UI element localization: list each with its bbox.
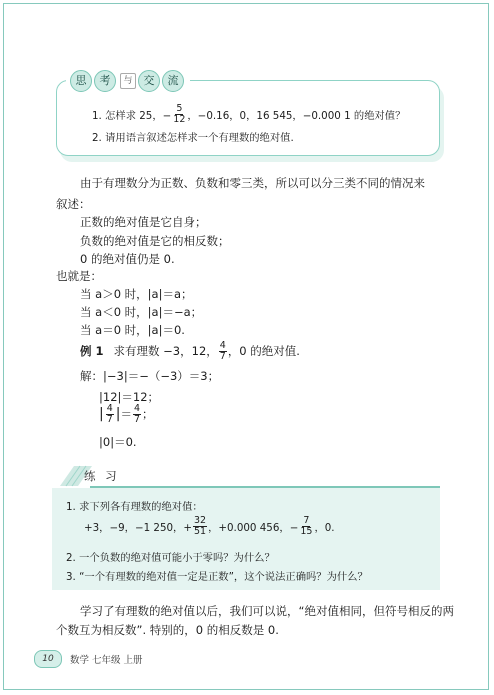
example-frac-num: 4	[219, 340, 226, 351]
practice-question-1: 1. 求下列各有理数的绝对值：	[66, 501, 203, 513]
think-question-2: 2. 请用语言叙述怎样求一个有理数的绝对值.	[92, 132, 294, 144]
f1-num: 32	[193, 515, 207, 526]
case-negative: 当 a＜0 时，|a|＝−a；	[80, 305, 203, 319]
tag-char: 思	[70, 70, 92, 92]
q1-suffix: ，−0.16，0，16 545，−0.000 1 的绝对值？	[187, 109, 406, 122]
sol3-frac-num: 4	[133, 403, 141, 414]
f1-den: 51	[193, 525, 207, 537]
example-text-prefix: 求有理数 −3，12，	[113, 344, 218, 359]
page-number: 10	[34, 650, 62, 668]
footer-text: 数学 七年级 上册	[70, 655, 143, 666]
sol3-frac-den: 7	[133, 413, 141, 425]
f2-num: 7	[303, 515, 310, 526]
example-fraction	[219, 341, 227, 362]
paragraph-line: 叙述：	[56, 197, 91, 211]
tag-char-small: 与	[120, 73, 136, 89]
practice-question-3: 3. “一个有理数的绝对值一定是正数”，这个说法正确吗？为什么？	[66, 571, 368, 583]
q1-frac-num: 5	[176, 103, 183, 114]
tag-char: 考	[94, 70, 116, 92]
practice-title: 练 习	[84, 469, 120, 483]
rule-positive: 正数的绝对值是它自身；	[80, 215, 207, 229]
also-label: 也就是：	[56, 269, 102, 283]
example-frac-den: 7	[219, 350, 226, 362]
q1-frac-den: 12	[173, 113, 186, 125]
example-text-suffix: ，0 的绝对值.	[227, 344, 300, 359]
values-part-c: ，0.	[314, 521, 335, 534]
case-zero: 当 a＝0 时，|a|＝0.	[80, 323, 185, 337]
closing-line: 个数互为相反数”. 特别的，0 的相反数是 0.	[56, 623, 279, 637]
values-part-b: ，+0.000 456，−	[208, 521, 299, 534]
case-positive: 当 a＞0 时，|a|＝a；	[80, 287, 193, 301]
f2-den: 15	[300, 525, 313, 537]
solution-line: 解：|−3|＝−（−3）＝3；	[80, 369, 220, 383]
values-fraction-2	[299, 516, 313, 537]
sol3-end: ；	[142, 407, 154, 422]
rule-negative: 负数的绝对值是它的相反数；	[80, 234, 230, 248]
solution-line: |0|＝0.	[99, 435, 137, 449]
abs-bar-left: |	[99, 406, 104, 423]
tag-char: 交	[138, 70, 160, 92]
practice-question-2: 2. 一个负数的绝对值可能小于零吗？为什么？	[66, 552, 275, 564]
solution-line: |12|＝12；	[99, 390, 160, 404]
values-fraction-1	[193, 516, 207, 537]
practice-values	[84, 516, 335, 537]
tag-char: 流	[162, 70, 184, 92]
sol3-frac-den: 7	[106, 413, 113, 425]
values-part-a: +3，−9，−1 250，+	[84, 521, 192, 534]
q1-fraction	[172, 104, 186, 125]
sol3-equals: ＝	[120, 407, 132, 422]
example-label: 例 1	[80, 344, 104, 359]
example-heading	[80, 341, 300, 362]
think-question-1	[92, 104, 405, 125]
rule-zero: 0 的绝对值仍是 0.	[80, 252, 175, 266]
paragraph-line: 由于有理数分为正数、负数和零三类，所以可以分三类不同的情况来	[80, 176, 425, 190]
sol3-frac-num: 4	[106, 403, 113, 414]
closing-line: 学习了有理数的绝对值以后，我们可以说，“绝对值相同，但符号相反的两	[80, 604, 454, 618]
sol3-fraction-a	[106, 404, 114, 425]
q1-prefix: 1. 怎样求 25，−	[92, 109, 172, 122]
think-tag	[66, 70, 190, 92]
sol3-fraction-b	[133, 404, 141, 425]
solution-line-fraction	[99, 404, 154, 425]
abs-bar-right: |	[115, 406, 121, 423]
